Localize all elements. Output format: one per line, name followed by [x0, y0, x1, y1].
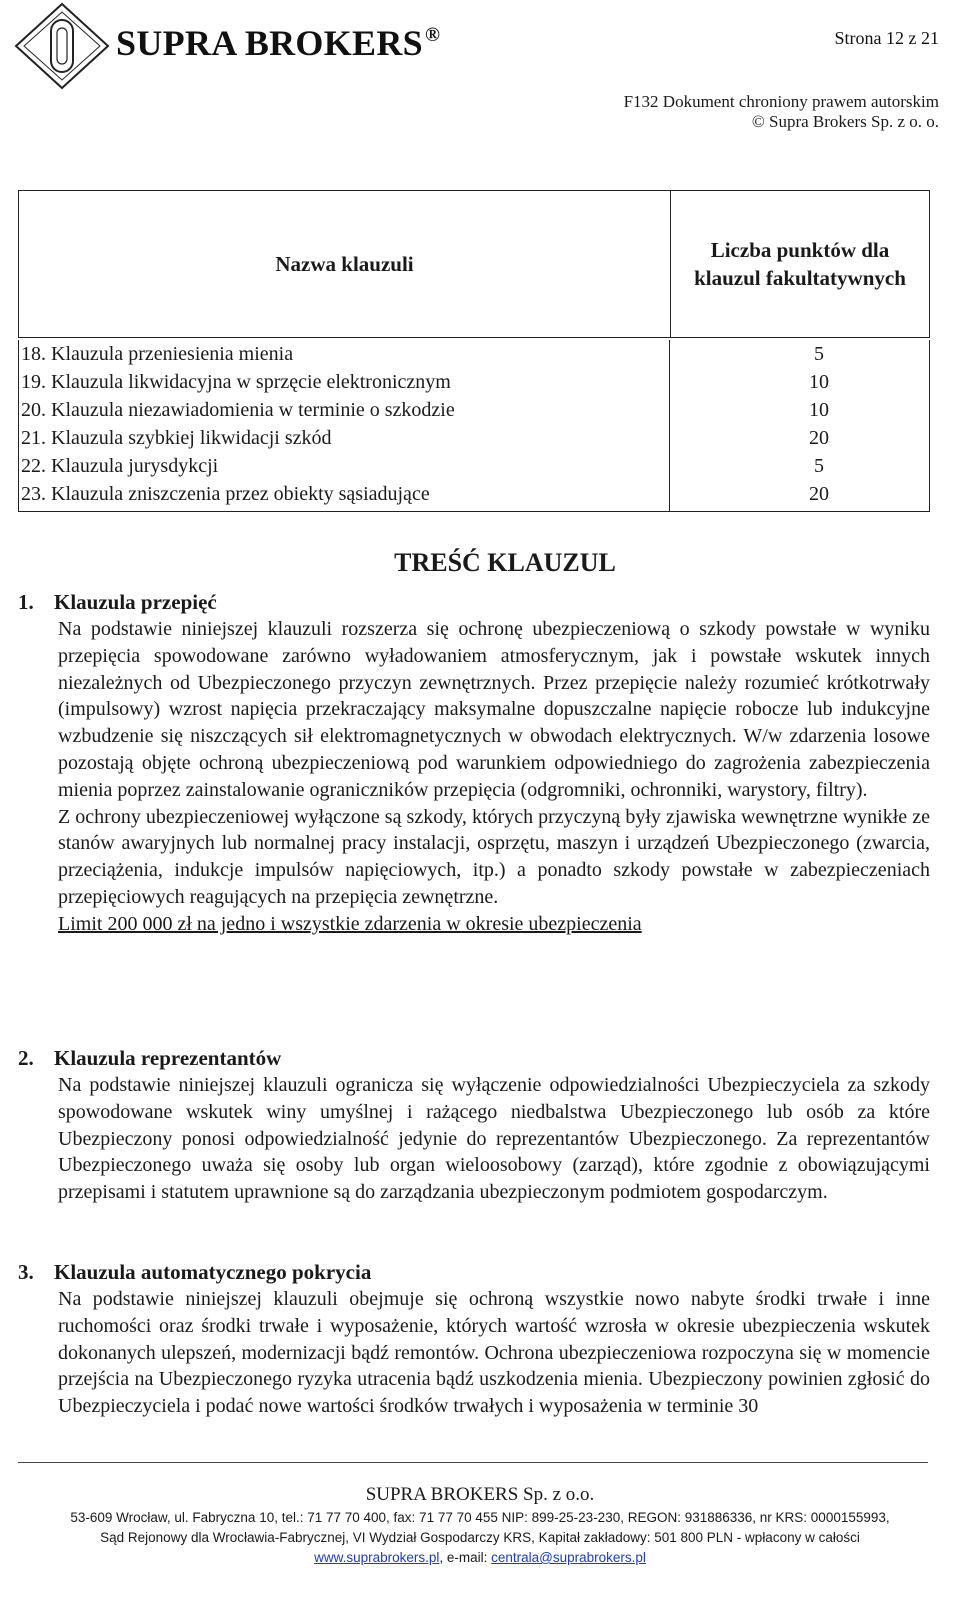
clause-2 — [18, 1044, 930, 1206]
clause-limit: Limit 200 000 zł na jedno i wszystkie zdarzenia w okresie ubezpieczenia — [58, 912, 642, 935]
clause-paragraph: Na podstawie niniejszej klauzuli ogranicza się wyłączenie odpowiedzialności Ubezpieczyciela za szkody spowodowane wskutek winy umyślnej i rażącego niedbalstwa Ubezpieczonego lub osób za które Ubezpieczony ponosi odpowiedzialność jedynie do reprezentantów Ubezpieczonego. Za reprezentantów Ubezpieczonego uważa się osoby lub organ wieloosobowy (zarząd), które zgodnie z obowiązującymi przepisami i statutem uprawnione są do zarządzania ubezpieczonym podmiotem gospodarczym. — [58, 1074, 930, 1204]
section-title: TREŚĆ KLAUZUL — [394, 548, 616, 577]
clause-table-header — [18, 190, 930, 338]
col-header-points: Liczba punktów dla klauzul fakultatywnych — [671, 191, 930, 338]
clause-title: 2. Klauzula reprezentantów — [18, 1046, 282, 1070]
clause-title: 3. Klauzula automatycznego pokrycia — [18, 1260, 372, 1284]
email-link[interactable]: centrala@suprabrokers.pl — [491, 1550, 646, 1565]
clause-paragraph: Z ochrony ubezpieczeniowej wyłączone są szkody, których przyczyną były zjawiska wewnętrzne wynikłe ze stanów awaryjnych lub normalnej pracy instalacji, osprzętu, maszyn i urządzeń Ubezpieczonego (zwarcia, przeciążenia, indukcje impulsów napięciowych, itp.) a ponadto szkody powstałe w zabezpieczeniach przepięciowych reagujących na przepięcia zewnętrzne. — [58, 805, 930, 908]
footer-contact: www.suprabrokers.pl, e-mail: centrala@suprabrokers.pl — [314, 1550, 646, 1565]
clause-paragraph: Na podstawie niniejszej klauzuli rozszerza się ochronę ubezpieczeniową o szkody powstałe w wyniku przepięcia spowodowane zarówno wyładowaniem atmosferycznym, jak i powstałe wskutek innych niezależnych od Ubezpieczonego przyczyn zewnętrznych. Przez przepięcie należy rozumieć krótkotrwały (impulsowy) wzrost napięcia przekraczający maksymalne dopuszczalne napięcie robocze lub indukcyjne wzbudzenie się niszczących sił elektromagnetycznych w obwodach elektrycznych. W/w zdarzenia losowe pozostają objęte ochroną ubezpieczeniową pod warunkiem odpowiedniego do zagrożenia zabezpieczenia mienia poprzez zainstalowanie ograniczników przepięcia (odgromniki, ochronniki, warystory, filtry). — [58, 618, 930, 801]
footer-divider — [18, 1462, 928, 1463]
website-link[interactable]: www.suprabrokers.pl — [314, 1550, 440, 1565]
copyright-owner: © Supra Brokers Sp. z o. o. — [751, 112, 939, 131]
copyright-notice: F132 Dokument chroniony prawem autorskim — [623, 92, 939, 111]
footer-registration: Sąd Rejonowy dla Wrocławia-Fabrycznej, VI Wydział Gospodarczy KRS, Kapitał zakładowy: 501 800 PLN - wpłacony w całości — [100, 1530, 860, 1545]
clause-title: 1. Klauzula przepięć — [18, 590, 217, 614]
clause-table-body: 18. Klauzula przeniesienia mienia 5 19. Klauzula likwidacyjna w sprzęcie elektronicznym 10 20. Klauzula niezawiadomienia w terminie o szkodzie 10 21. Klauzula szybkiej likwidacji szkód 20 22. Klauzula jurysdykcji 5 23. Klauzula zniszczenia przez obiekty sąsiadujące 20 — [18, 340, 930, 512]
clause-paragraph: Na podstawie niniejszej klauzuli obejmuje się ochroną wszystkie nowo nabyte środki trwałe i inne ruchomości oraz środki trwałe i wyposażenie, których wartość wzrosła w okresie ubezpieczenia wskutek dokonanych ulepszeń, modernizacji bądź remontów. Ochrona ubezpieczeniowa rozpoczyna się w momencie przejścia na Ubezpieczonego ryzyka utracenia bądź uszkodzenia mienia. Ubezpieczony powinien zgłosić do Ubezpieczyciela i podać nowe wartości środków trwałych i wyposażenia w terminie 30 — [58, 1288, 930, 1418]
brand-name: SUPRA BROKERS ® — [116, 23, 441, 63]
footer-company: SUPRA BROKERS Sp. z o.o. — [365, 1484, 595, 1505]
clause-1 — [18, 588, 930, 938]
supra-brokers-logo — [14, 2, 110, 90]
footer-address: 53-609 Wrocław, ul. Fabryczna 10, tel.: 71 77 70 400, fax: 71 77 70 455 NIP: 899-25-23-230, REGON: 931886336, nr KRS: 0000155993, — [70, 1510, 890, 1525]
page-number: Strona 12 z 21 — [834, 28, 939, 48]
col-header-name: Nazwa klauzuli — [19, 191, 671, 338]
clause-3 — [18, 1258, 930, 1420]
